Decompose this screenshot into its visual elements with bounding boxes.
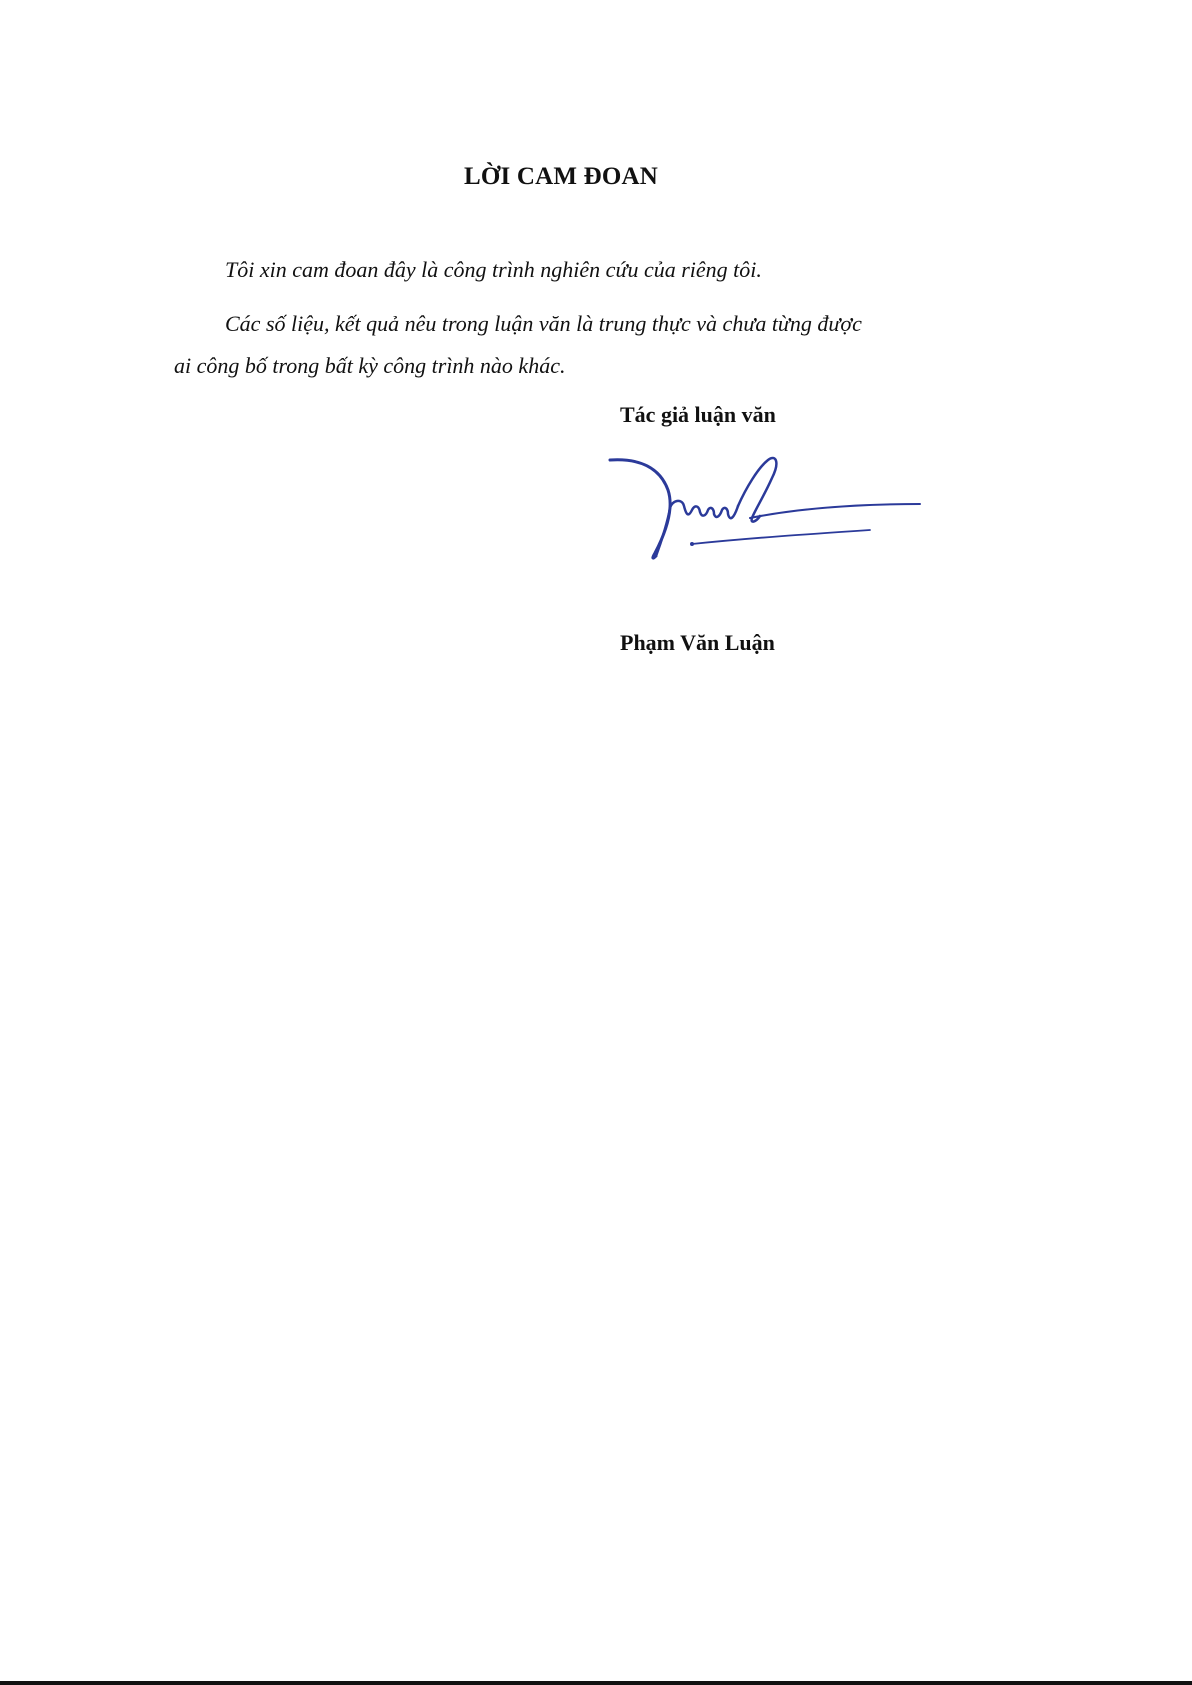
author-name: Phạm Văn Luận bbox=[620, 630, 775, 655]
declaration-line-3: ai công bố trong bất kỳ công trình nào khác. bbox=[174, 353, 566, 378]
signature-label: Tác giả luận văn bbox=[620, 402, 776, 427]
page-bottom-border bbox=[0, 1681, 1192, 1685]
handwritten-signature bbox=[600, 448, 930, 573]
page-title: LỜI CAM ĐOAN bbox=[463, 163, 659, 190]
declaration-line-2: Các số liệu, kết quả nêu trong luận văn là trung thực và chưa từng được bbox=[225, 311, 862, 336]
declaration-line-1: Tôi xin cam đoan đây là công trình nghiên cứu của riêng tôi. bbox=[225, 257, 762, 282]
